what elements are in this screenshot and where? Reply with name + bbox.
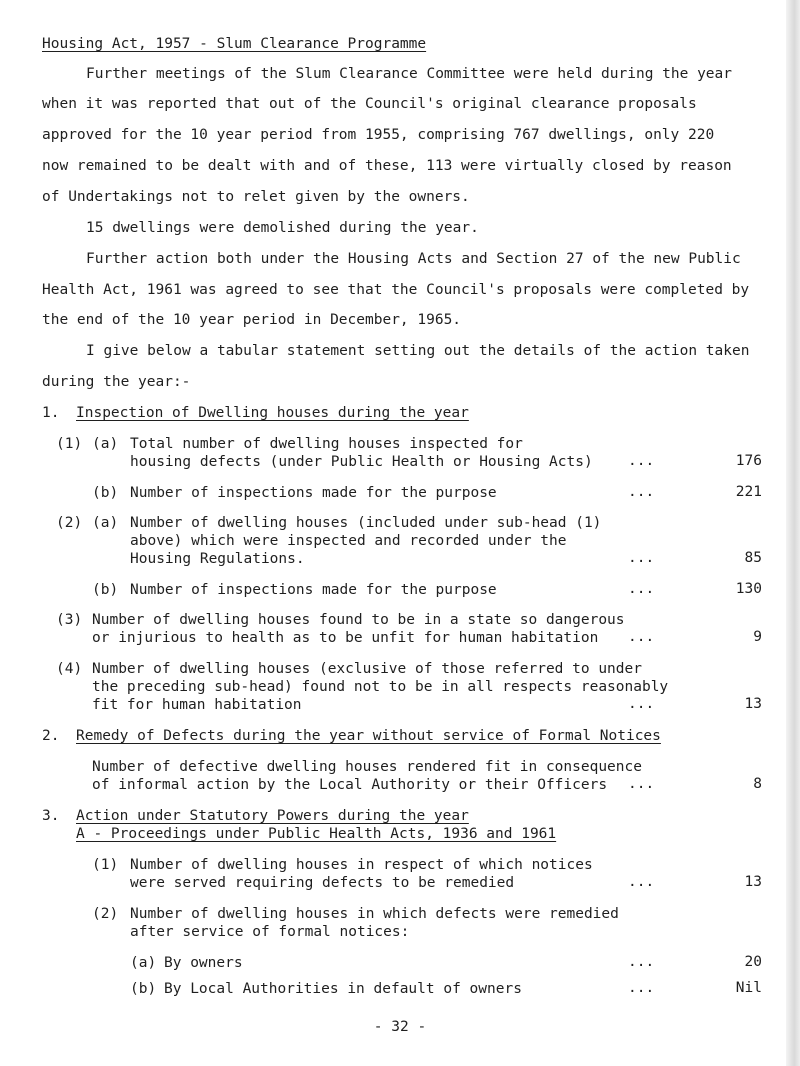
paragraph-line: Health Act, 1961 was agreed to see that the Council's proposals were completed by	[42, 282, 750, 298]
item-value: Nil	[735, 980, 762, 996]
item-text-line: of informal action by the Local Authority or their Officers	[92, 777, 608, 793]
dot-leader: ...	[628, 484, 655, 500]
paragraph-line: the end of the 10 year period in December, 1965.	[42, 312, 462, 328]
page-number: - 32 -	[373, 1019, 427, 1035]
item-value: 221	[735, 484, 762, 500]
section-number: 2.	[42, 728, 60, 744]
scan-edge-shadow	[786, 0, 800, 1066]
item-text-line: above) which were inspected and recorded under the	[130, 533, 567, 549]
item-text-line: Housing Regulations.	[130, 551, 305, 567]
paragraph-line: I give below a tabular statement setting out the details of the action taken	[86, 343, 750, 359]
item-subletter: (a)	[130, 955, 157, 971]
item-text-line: the preceding sub-head) found not to be in all respects reasonably	[92, 679, 669, 695]
item-text-line: By owners	[164, 955, 243, 971]
item-text-line: Number of dwelling houses found to be in a state so dangerous	[92, 612, 625, 628]
item-subletter: (a)	[92, 436, 119, 452]
dot-leader: ...	[628, 696, 655, 712]
item-subletter: (b)	[92, 485, 119, 501]
dot-leader: ...	[628, 453, 655, 469]
item-number: (3)	[56, 612, 83, 628]
item-number: (1)	[56, 436, 83, 452]
section-number: 3.	[42, 808, 60, 824]
item-text-line: Number of inspections made for the purpose	[130, 485, 497, 501]
paragraph-line: now remained to be dealt with and of these, 113 were virtually closed by reason	[42, 158, 732, 174]
paragraph-line: 15 dwellings were demolished during the year.	[86, 220, 479, 236]
dot-leader: ...	[628, 581, 655, 597]
section-title: Remedy of Defects during the year without service of Formal Notices	[76, 728, 661, 744]
dot-leader: ...	[628, 776, 655, 792]
item-value: 176	[735, 453, 762, 469]
item-number: (1)	[92, 857, 119, 873]
item-number: (2)	[56, 515, 83, 531]
item-number: (4)	[56, 661, 83, 677]
section-title: Inspection of Dwelling houses during the year	[76, 405, 469, 421]
item-text-line: were served requiring defects to be remedied	[130, 875, 515, 891]
dot-leader: ...	[628, 550, 655, 566]
item-subletter: (b)	[92, 582, 119, 598]
item-value: 9	[753, 629, 762, 645]
item-text-line: Number of dwelling houses in which defects were remedied	[130, 906, 619, 922]
paragraph-line: when it was reported that out of the Council's original clearance proposals	[42, 96, 697, 112]
item-text-line: Number of inspections made for the purpose	[130, 582, 497, 598]
paragraph-line: Further action both under the Housing Acts and Section 27 of the new Public	[86, 251, 741, 267]
item-text-line: after service of formal notices:	[130, 924, 410, 940]
item-text-line: housing defects (under Public Health or Housing Acts)	[130, 454, 593, 470]
item-text-line: Number of dwelling houses (included under sub-head (1)	[130, 515, 602, 531]
item-text-line: or injurious to health as to be unfit for human habitation	[92, 630, 599, 646]
item-text-line: By Local Authorities in default of owners	[164, 981, 522, 997]
dot-leader: ...	[628, 629, 655, 645]
paragraph-line: Further meetings of the Slum Clearance Committee were held during the year	[86, 66, 733, 82]
item-value: 13	[744, 874, 762, 890]
item-value: 13	[744, 696, 762, 712]
paragraph-line: during the year:-	[42, 374, 191, 390]
dot-leader: ...	[628, 954, 655, 970]
item-text-line: Number of dwelling houses in respect of which notices	[130, 857, 593, 873]
item-text-line: Number of dwelling houses (exclusive of those referred to under	[92, 661, 642, 677]
dot-leader: ...	[628, 874, 655, 890]
item-subletter: (a)	[92, 515, 119, 531]
paragraph-line: of Undertakings not to relet given by the owners.	[42, 189, 470, 205]
page-heading: Housing Act, 1957 - Slum Clearance Programme	[42, 36, 427, 52]
item-value: 20	[744, 954, 762, 970]
item-number: (2)	[92, 906, 119, 922]
item-value: 85	[744, 550, 762, 566]
section-number: 1.	[42, 405, 60, 421]
item-text-line: Number of defective dwelling houses rendered fit in consequence	[92, 759, 642, 775]
item-value: 130	[735, 581, 762, 597]
item-text-line: Total number of dwelling houses inspected for	[130, 436, 523, 452]
section-title: Action under Statutory Powers during the year	[76, 808, 469, 824]
item-subletter: (b)	[130, 981, 157, 997]
paragraph-line: approved for the 10 year period from 1955, comprising 767 dwellings, only 220	[42, 127, 715, 143]
dot-leader: ...	[628, 980, 655, 996]
item-value: 8	[753, 776, 762, 792]
section-subtitle: A - Proceedings under Public Health Acts, 1936 and 1961	[76, 826, 557, 842]
item-text-line: fit for human habitation	[92, 697, 302, 713]
